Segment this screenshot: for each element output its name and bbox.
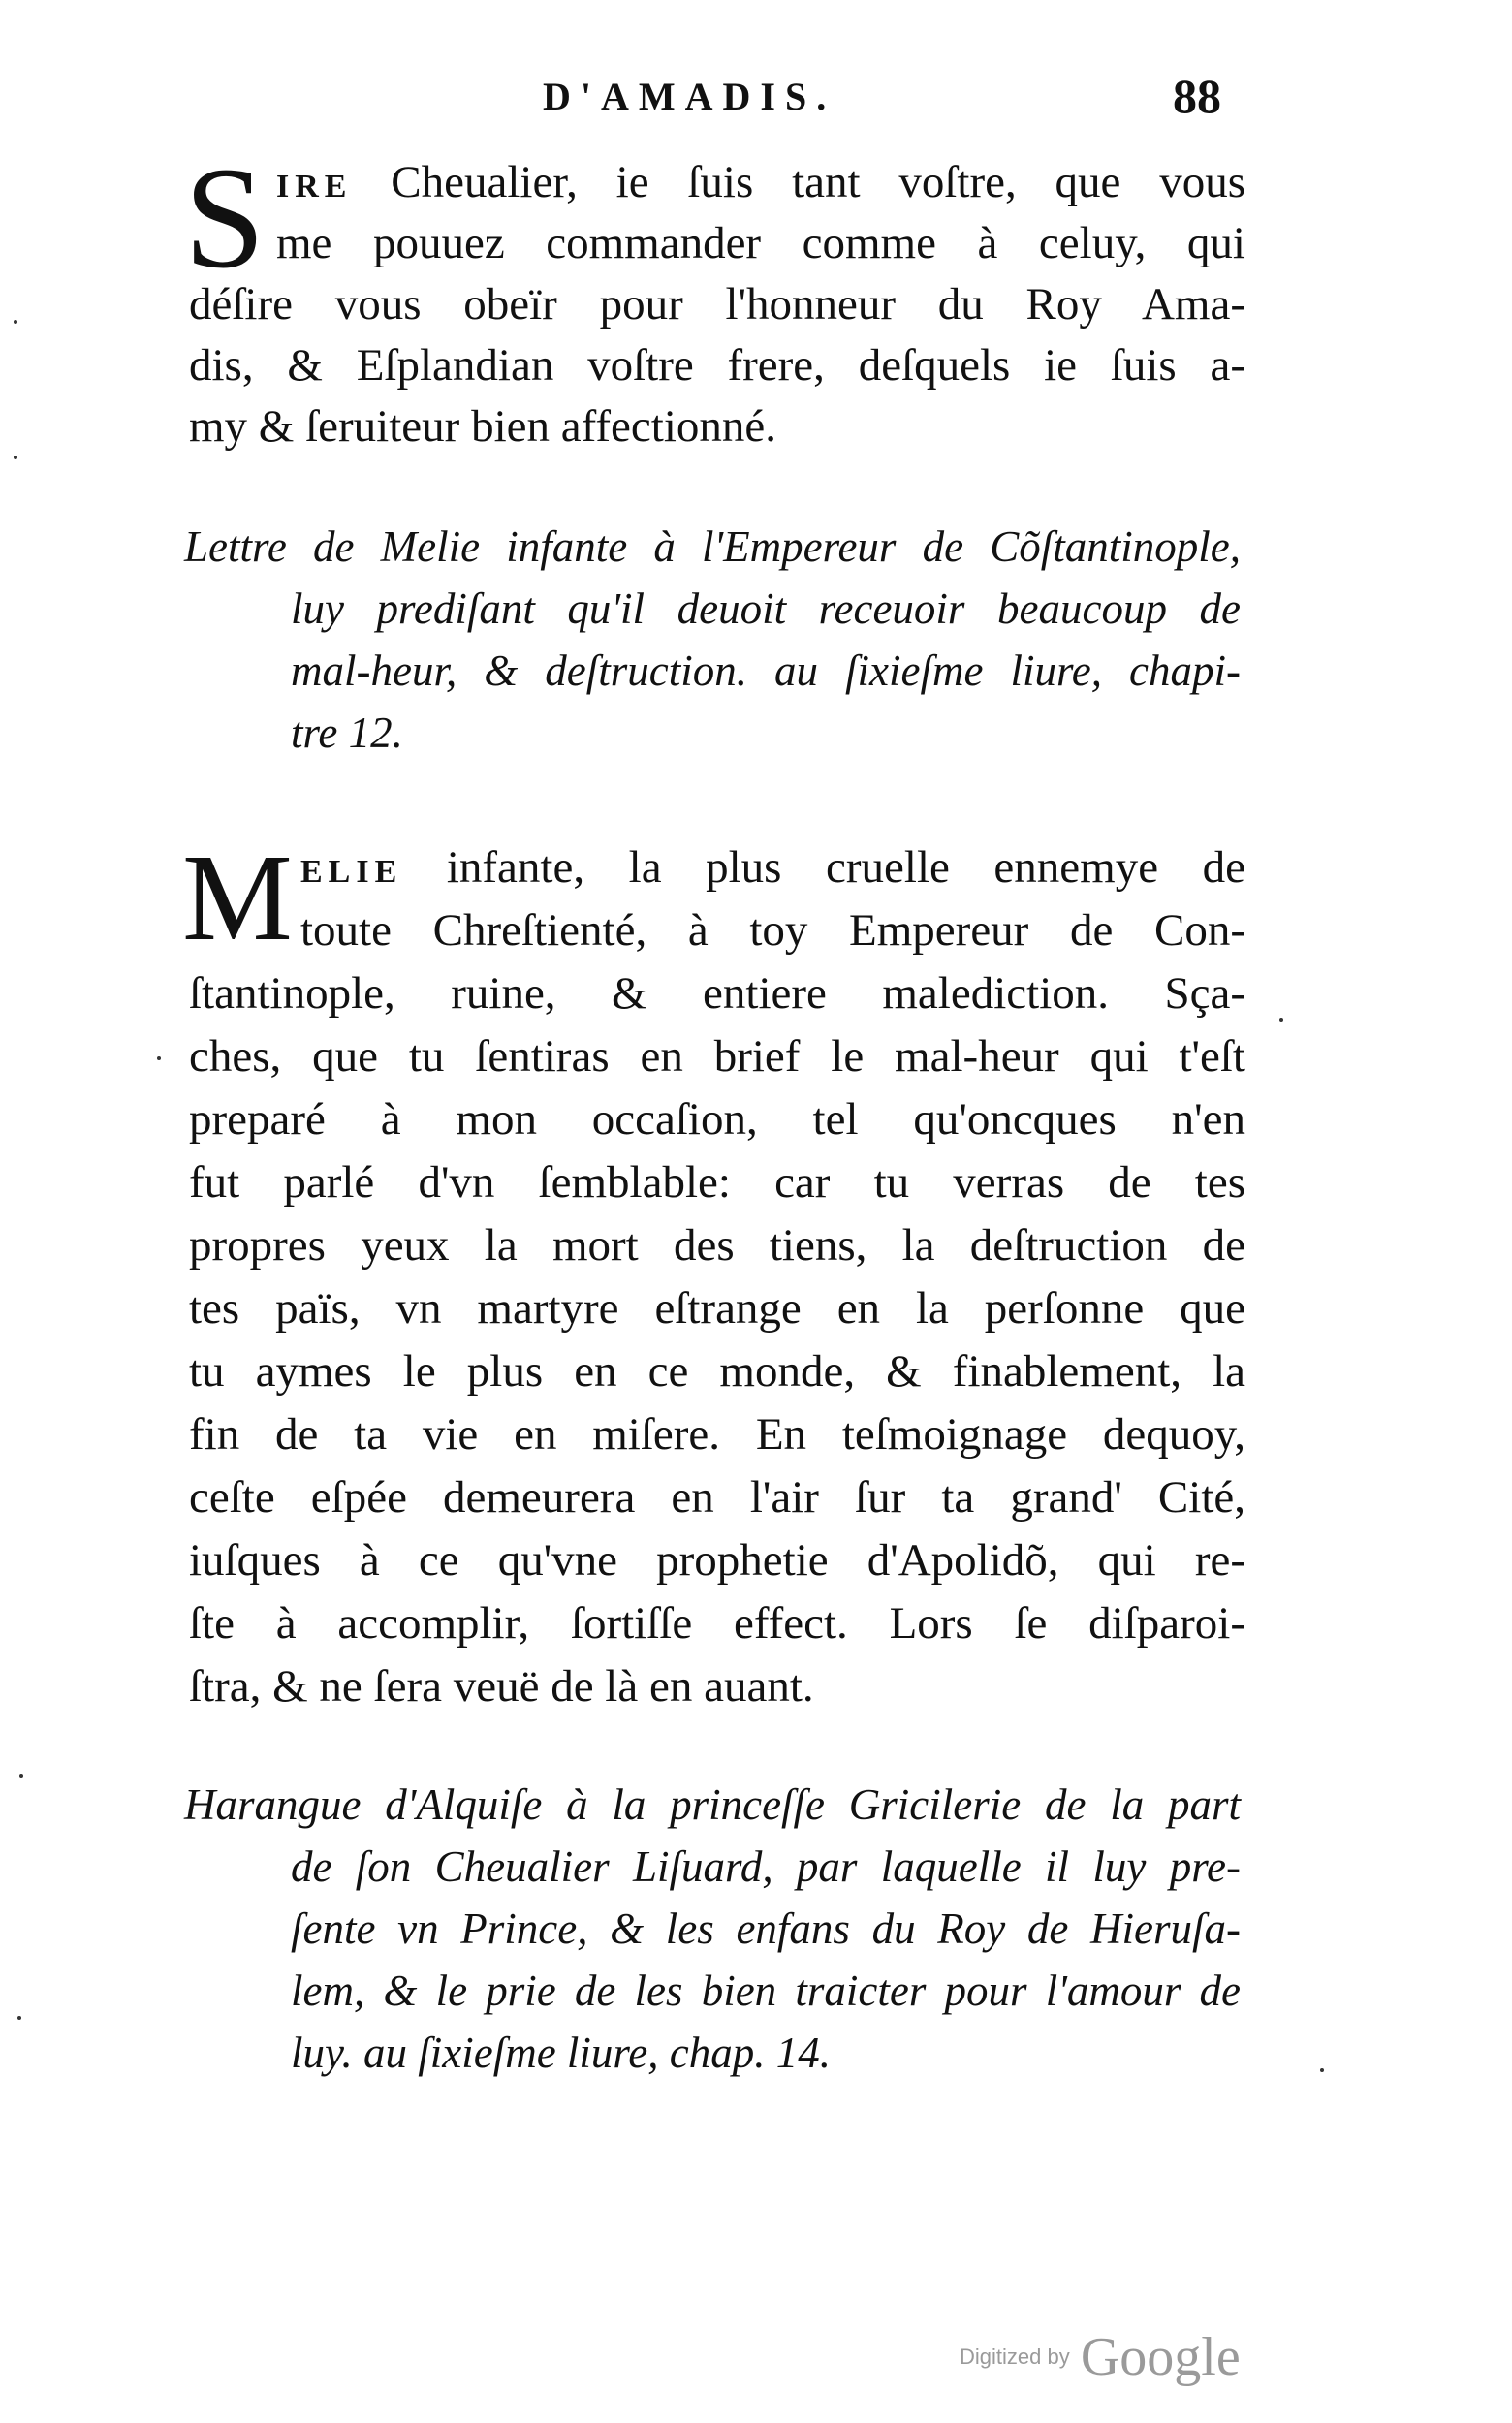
heading1-line-2: luy prediſant qu'il deuoit receuoir beaucoup de <box>291 584 1241 633</box>
heading2-line-3: ſente vn Prince, & les enfans du Roy de Hieruſa- <box>291 1904 1241 1953</box>
digitized-by-watermark <box>960 2326 1241 2388</box>
letter1-line-3: déſire vous obeïr pour l'honneur du Roy Ama- <box>189 279 1245 330</box>
letter2-line-3: ſtantinople, ruine, & entiere malediction. Sça- <box>189 968 1245 1019</box>
scan-speck <box>14 456 17 459</box>
letter2-line-8: tes païs, vn martyre eſtrange en la perſonne que <box>189 1283 1245 1334</box>
letter2-line-11: ceſte eſpée demeurera en l'air ſur ta grand' Cité, <box>189 1472 1245 1523</box>
letter2-line-14: ſtra, & ne ſera veuë de là en auant. <box>189 1661 814 1712</box>
drop-cap-m: M <box>182 829 293 966</box>
page-number: 88 <box>1173 69 1221 123</box>
heading2-line-4: lem, & le prie de les bien traicter pour l'amour de <box>291 1967 1241 2015</box>
heading2-line-5: luy. au ſixieſme liure, chap. 14. <box>291 2029 831 2077</box>
letter1-line-1: IRE Cheualier, ie ſuis tant voſtre, que vous <box>276 157 1246 207</box>
lead-word: ELIE <box>300 854 403 890</box>
heading1-line-3: mal-heur, & deſtruction. au ſixieſme liure, chapi- <box>291 646 1241 695</box>
letter2-line-13: ſte à accomplir, ſortiſſe effect. Lors ſe diſparoi- <box>189 1598 1245 1649</box>
letter2-line-4: ches, que tu ſentiras en brief le mal-heur qui t'eſt <box>189 1031 1245 1082</box>
running-header: D'AMADIS. <box>543 75 836 118</box>
heading2-line-2: de ſon Cheualier Liſuard, par laquelle il luy pre- <box>291 1842 1241 1891</box>
drop-cap-s: S <box>184 138 266 299</box>
letter1-line-2: me pouuez commander comme à celuy, qui <box>276 218 1245 268</box>
letter2-line-7: propres yeux la mort des tiens, la deſtruction de <box>189 1220 1245 1271</box>
letter2-line-6: fut parlé d'vn ſemblable: car tu verras de tes <box>189 1157 1245 1208</box>
letter2-line-10: fin de ta vie en miſere. En teſmoignage dequoy, <box>189 1409 1245 1460</box>
letter2-line-9: tu aymes le plus en ce monde, & finablement, la <box>189 1346 1245 1397</box>
heading1-line-4: tre 12. <box>291 708 403 757</box>
watermark-small-text: Digitized by <box>960 2344 1070 2369</box>
scan-speck <box>19 1774 23 1778</box>
lead-word: IRE <box>276 169 353 205</box>
scan-speck <box>14 320 17 324</box>
scan-speck <box>1279 1018 1283 1022</box>
letter2-line-1: ELIE infante, la plus cruelle ennemye de <box>300 842 1245 893</box>
letter2-line-2: toute Chreſtienté, à toy Empereur de Con- <box>300 905 1245 956</box>
scan-speck <box>1320 2068 1324 2072</box>
heading1-line-1: Lettre de Melie infante à l'Empereur de Cõſtantinople, <box>184 522 1241 571</box>
heading2-line-1: Harangue d'Alquiſe à la princeſſe Gricilerie de la part <box>184 1780 1241 1829</box>
scan-speck <box>17 2016 21 2020</box>
letter1-line-4: dis, & Eſplandian voſtre frere, deſquels ie ſuis a- <box>189 340 1245 391</box>
letter2-line-12: iuſques à ce qu'vne prophetie d'Apolidõ, qui re- <box>189 1535 1245 1586</box>
scan-speck <box>157 1056 161 1060</box>
letter2-line-5: preparé à mon occaſion, tel qu'oncques n'en <box>189 1094 1245 1145</box>
google-logo: Google <box>1080 2327 1241 2387</box>
letter1-line-5: my & ſeruiteur bien affectionné. <box>189 401 776 452</box>
